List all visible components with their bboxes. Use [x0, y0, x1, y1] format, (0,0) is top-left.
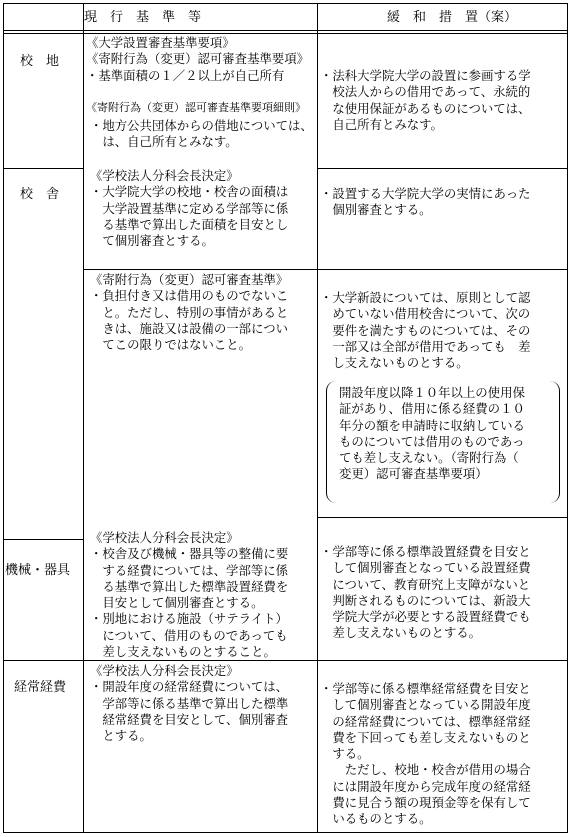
- current-block-running-cost: 《学校法人分科会長決定》 ・開設年度の経常経費については、 学部等に係る基準で算出した標準 経常経費を目安として、個別審査 とする。: [90, 663, 289, 744]
- row-divider-relief-building: [317, 517, 567, 518]
- category-running-cost: 経常経費: [14, 680, 67, 695]
- column-divider-category: [83, 4, 84, 832]
- header-rule-double: [4, 33, 567, 34]
- category-land: 校 地: [20, 54, 60, 69]
- row-divider-relief-land: [317, 168, 567, 169]
- header-relief: 緩 和 措 置（案）: [387, 10, 518, 25]
- category-building: 校 舎: [20, 187, 60, 202]
- header-rule: [4, 30, 567, 31]
- current-block-land-detail: ・地方公共団体からの借地については、 は、自己所有とみなす。: [90, 118, 313, 150]
- relief-block-equipment: ・学部等に係る標準設置経費を目安と して個別審査となっている設置経費 について、教育研究上支障がないと 判断されるものについては、新設大 学院大学が必要とする設置経費でも 差し支えないものとする。: [320, 544, 531, 641]
- category-equipment: 機械・器具: [5, 563, 71, 578]
- current-block-lease: 《寄附行為（変更）認可審査基準》 ・負担付き又は借用のものでないこ と。ただし、特別の事情があると きは、施設又は設備の一部につい てこの限りではないこと。: [90, 272, 289, 353]
- column-divider-relief: [317, 4, 318, 832]
- row-divider-building-lease: [83, 269, 567, 270]
- current-block-building: 《学校法人分科会長決定》 ・大学院大学の校地・校舎の面積は 大学設置基準に定める学部等に係 る基準で算出した面積を目安とし て個別審査とする。: [90, 168, 289, 249]
- relief-block-building: ・設置する大学院大学の実情にあった 個別審査とする。: [320, 186, 531, 218]
- current-block-equipment: 《学校法人分科会長決定》 ・校舎及び機械・器具等の整備に要 する経費については、学部等に係 る基準で算出した標準設置経費を 目安として個別審査とする。 ・別地における施設（サテライト） について、借用のものであっても 差し支えないものとすること。: [90, 530, 289, 660]
- comparison-table: [3, 3, 568, 833]
- relief-block-running-cost: ・学部等に係る標準経常経費を目安と して個別審査となっている開設年度 の経常経費については、標準経常経 費を下回っても差し支えないものと する。 ただし、校地・校舎が借用の場合 には開設年度から完成年度の経常経 費に見合う額の現預金等を保有して いるものとする。: [320, 681, 531, 827]
- header-current: 現 行 基 準 等: [84, 10, 202, 25]
- relief-block-lease: ・大学新設については、原則として認 めていない借用校舎について、次の 要件を満たすものについては、その 一部又は全部が借用であっても 差 し支えないものとする。: [320, 290, 531, 371]
- row-divider-land: [4, 168, 83, 169]
- relief-condition-box: 開設年度以降１０年以上の使用保 証があり、借用に係る経費の１０ 年分の額を申請時に収納している ものについては借用のものであっ ても差し支えない。（寄附行為（ 変更）認可審査基準要項）: [339, 385, 525, 482]
- row-divider-building: [4, 539, 83, 540]
- current-block-land-detail-title: 《寄附行為（変更）認可審査基準要項細則》: [86, 101, 306, 114]
- relief-block-land: ・法科大学院大学の設置に参画する学 校法人からの借用であって、永続的 な使用保証があるものについては、 自己所有とみなす。: [320, 68, 531, 132]
- current-block-land: 《大学設置審査基準要項》 《寄附行為（変更）認可審査基準要項》 ・基準面積の１／２以上が自己所有: [86, 35, 310, 83]
